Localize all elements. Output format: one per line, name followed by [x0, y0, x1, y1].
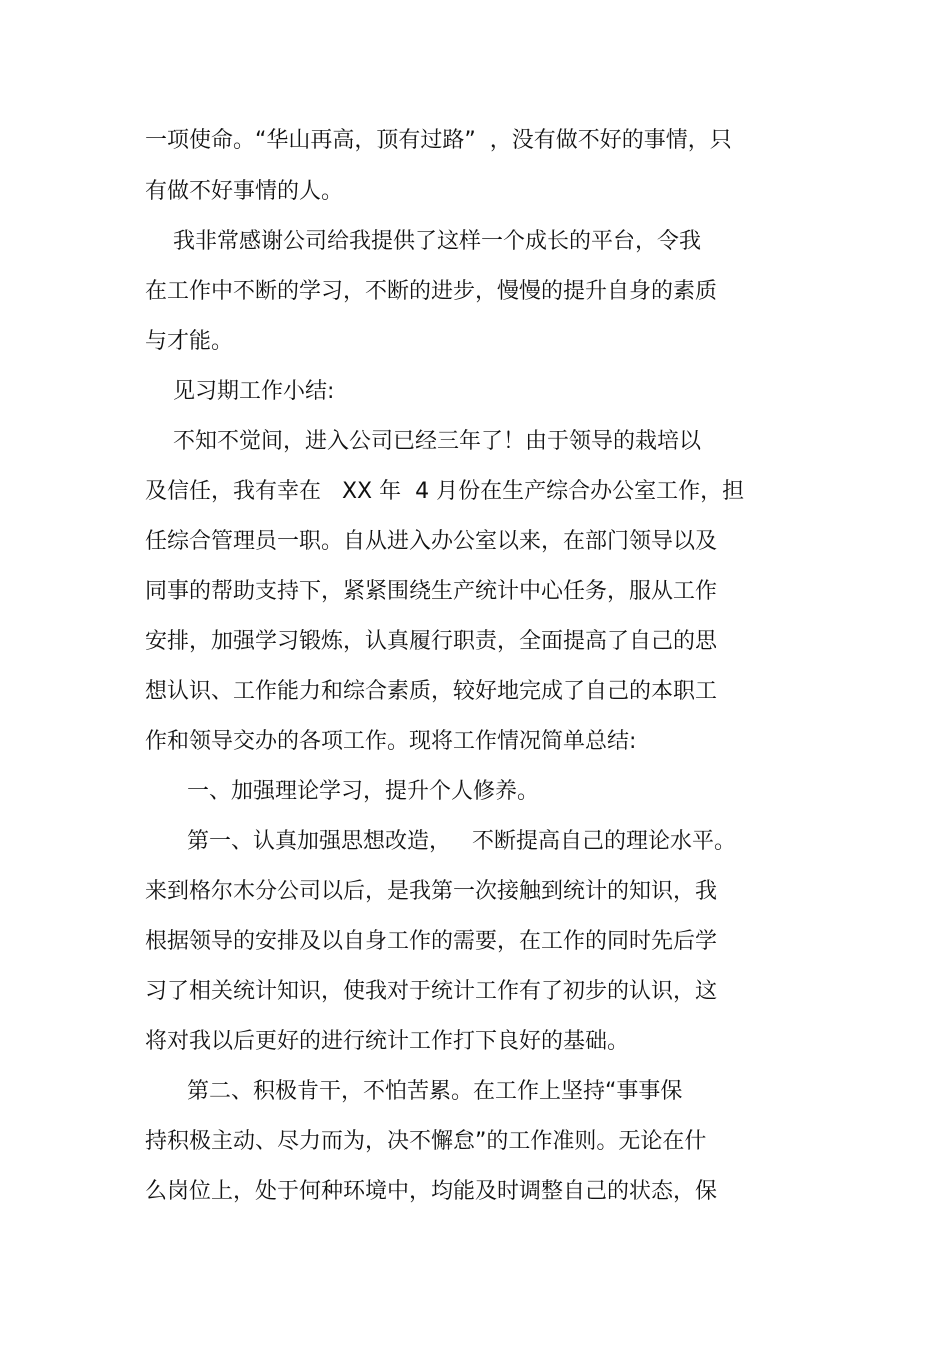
text-line: 不知不觉间，进入公司已经三年了！由于领导的栽培以 [145, 429, 701, 454]
text-line: 习了相关统计知识，使我对于统计工作有了初步的认识，这 [145, 979, 718, 1004]
text-line: 根据领导的安排及以自身工作的需要，在工作的同时先后学 [145, 929, 718, 954]
text-line: 来到格尔木分公司以后，是我第一次接触到统计的知识，我 [145, 879, 718, 904]
text-line: 作和领导交办的各项工作。现将工作情况简单总结: [145, 729, 637, 754]
text-line: 持积极主动、尽力而为，决不懈怠”的工作准则。无论在什 [145, 1129, 707, 1154]
text-line: 将对我以后更好的进行统计工作打下良好的基础。 [145, 1029, 630, 1054]
text-line: 第一、认真加强思想改造， 不断提高自己的理论水平。 [145, 829, 736, 854]
text-line: 同事的帮助支持下，紧紧围绕生产统计中心任务，服从工作 [145, 579, 718, 604]
text-line: 第二、积极肯干，不怕苦累。在工作上坚持“事事保 [145, 1079, 683, 1104]
text-line: 有做不好事情的人。 [145, 179, 344, 204]
text-line: 任综合管理员一职。自从进入办公室以来，在部门领导以及 [145, 529, 718, 554]
text-line: 安排，加强学习锻炼，认真履行职责，全面提高了自己的思 [145, 629, 718, 654]
section-heading: 一、加强理论学习，提升个人修养。 [145, 779, 539, 804]
text-line: 及信任，我有幸在 XX 年 4 月份在生产综合办公室工作，担 [145, 479, 745, 504]
section-heading: 见习期工作小结: [145, 379, 335, 404]
text-line: 想认识、工作能力和综合素质，较好地完成了自己的本职工 [145, 679, 718, 704]
text-line: 与才能。 [145, 329, 234, 354]
text-line: 我非常感谢公司给我提供了这样一个成长的平台，令我 [145, 229, 701, 254]
text-line: 么岗位上，处于何种环境中，均能及时调整自己的状态，保 [145, 1179, 718, 1204]
text-line: 在工作中不断的学习，不断的进步，慢慢的提升自身的素质 [145, 279, 718, 304]
text-line: 一项使命。“华山再高，顶有过路” ，没有做不好的事情，只 [145, 128, 732, 153]
